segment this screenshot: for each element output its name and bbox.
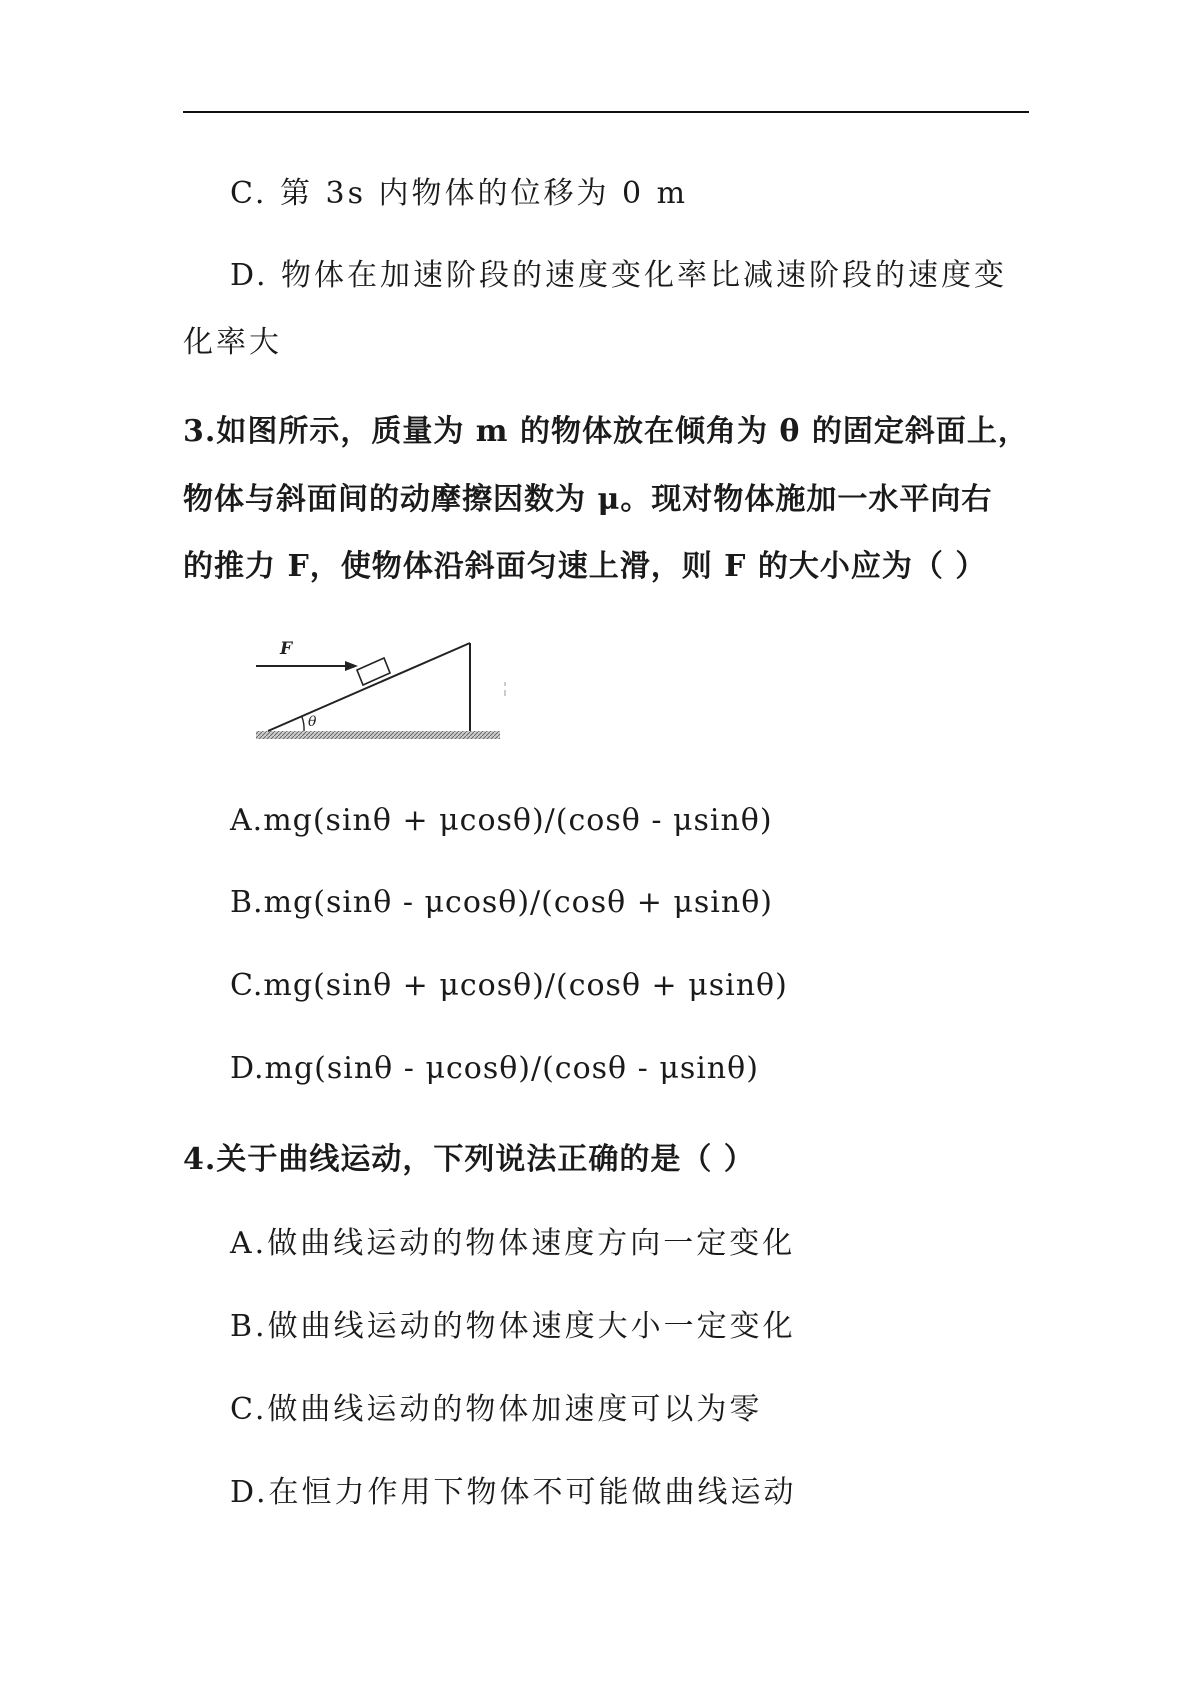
q3-stem-line2: 物体与斜面间的动摩擦因数为 μ。现对物体施加一水平向右 xyxy=(183,482,993,517)
q3-stem-line3: 的推力 F，使物体沿斜面匀速上滑，则 F 的大小应为（ ） xyxy=(183,549,987,584)
force-label: F xyxy=(280,639,293,659)
angle-label: θ xyxy=(308,714,317,730)
header-rule xyxy=(183,111,1029,113)
q3-stem-line1: 3.如图所示，质量为 m 的物体放在倾角为 θ 的固定斜面上， xyxy=(183,414,1029,449)
q3-option-a: A.mg(sinθ + μcosθ)/(cosθ - μsinθ) xyxy=(230,803,773,838)
q2-option-d-line1: D. 物体在加速阶段的速度变化率比减速阶段的速度变 xyxy=(230,258,1008,293)
incline-diagram xyxy=(250,632,510,752)
q4-option-d: D.在恒力作用下物体不可能做曲线运动 xyxy=(230,1475,797,1510)
force-arrow-head xyxy=(345,661,358,671)
ground-hatch xyxy=(256,731,500,739)
incline-surface xyxy=(268,643,470,731)
q4-option-a: A.做曲线运动的物体速度方向一定变化 xyxy=(230,1226,796,1261)
q2-option-d-line2: 化率大 xyxy=(183,325,282,360)
q3-option-d: D.mg(sinθ - μcosθ)/(cosθ - μsinθ) xyxy=(230,1051,759,1086)
angle-arc xyxy=(302,717,304,731)
q2-option-c: C. 第 3s 内物体的位移为 0 m xyxy=(230,176,689,211)
q3-option-b: B.mg(sinθ - μcosθ)/(cosθ + μsinθ) xyxy=(230,885,773,920)
q4-option-b: B.做曲线运动的物体速度大小一定变化 xyxy=(230,1309,796,1344)
q4-stem: 4.关于曲线运动，下列说法正确的是（ ） xyxy=(183,1142,755,1177)
q4-option-c: C.做曲线运动的物体加速度可以为零 xyxy=(230,1392,763,1427)
q3-option-c: C.mg(sinθ + μcosθ)/(cosθ + μsinθ) xyxy=(230,968,788,1003)
